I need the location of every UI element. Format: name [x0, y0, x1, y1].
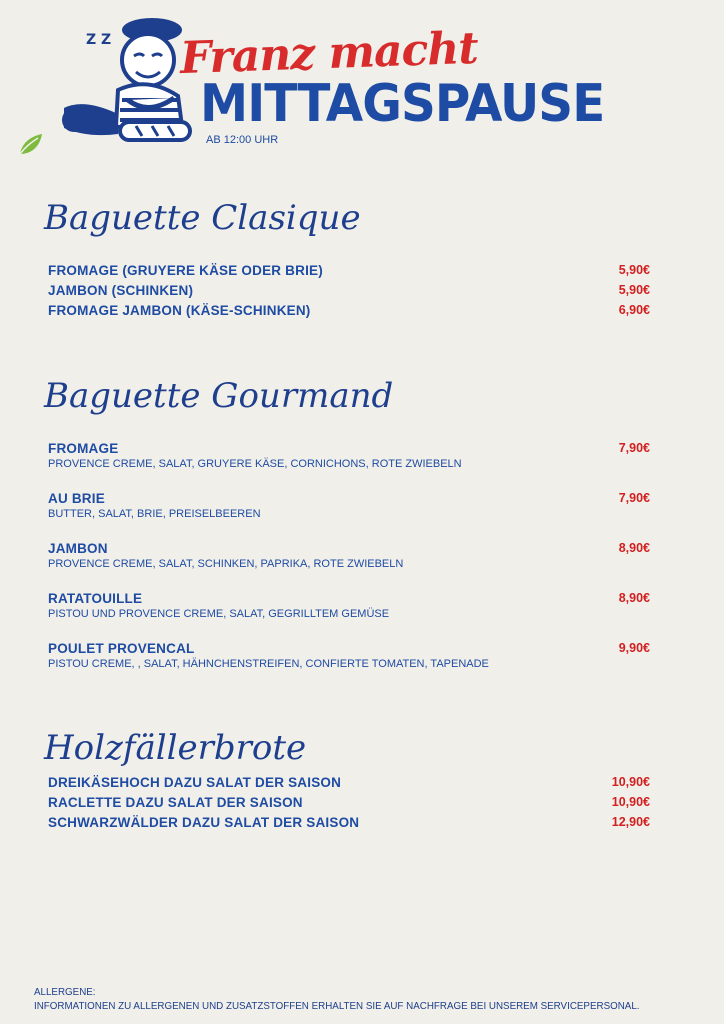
header-time: AB 12:00 UHR	[206, 134, 279, 146]
sleep-text: Z Z	[86, 32, 112, 48]
allergen-text: INFORMATIONEN ZU ALLERGENEN UND ZUSATZSTOFFEN ERHALTEN SIE AUF NACHFRAGE BEI UNSEREM SERVICEPERSONAL.	[34, 1001, 640, 1012]
item-price: 10,90€	[611, 795, 650, 809]
item-name: FROMAGE JAMBON (KÄSE-SCHINKEN)	[48, 303, 311, 318]
menu-item	[48, 815, 650, 830]
item-price: 6,90€	[618, 303, 650, 317]
item-name: DREIKÄSEHOCH DAZU SALAT DER SAISON	[48, 775, 342, 790]
menu-item	[48, 303, 650, 318]
menu-item	[48, 263, 650, 278]
item-name: POULET PROVENCAL	[48, 641, 195, 656]
item-name: JAMBON (SCHINKEN)	[48, 283, 194, 298]
item-price: 10,90€	[611, 775, 650, 789]
item-name: AU BRIE	[48, 491, 105, 506]
item-description: PISTOU UND PROVENCE CREME, SALAT, GEGRILLTEM GEMÜSE	[48, 608, 390, 620]
menu-item	[48, 591, 650, 620]
item-name: FROMAGE (GRUYERE KÄSE ODER BRIE)	[48, 263, 323, 278]
item-price: 5,90€	[618, 283, 650, 297]
item-name: JAMBON	[48, 541, 108, 556]
allergen-title: ALLERGENE:	[34, 987, 96, 998]
item-price: 12,90€	[611, 815, 650, 829]
menu-item	[48, 491, 650, 520]
menu-item	[48, 441, 650, 470]
section-title-gourmand: Baguette Gourmand	[44, 376, 394, 416]
header-main-title: MITTAGSPAUSE	[200, 74, 605, 134]
item-price: 8,90€	[618, 541, 650, 555]
header-script-title: Franz macht	[179, 22, 479, 85]
item-name: RATATOUILLE	[48, 591, 143, 606]
menu-item	[48, 283, 650, 298]
item-description: PROVENCE CREME, SALAT, SCHINKEN, PAPRIKA, ROTE ZWIEBELN	[48, 558, 404, 570]
item-name: SCHWARZWÄLDER DAZU SALAT DER SAISON	[48, 815, 360, 830]
section-title-holzfaellerbrote: Holzfällerbrote	[44, 728, 307, 768]
item-price: 9,90€	[618, 641, 650, 655]
item-price: 7,90€	[618, 441, 650, 455]
item-name: RACLETTE DAZU SALAT DER SAISON	[48, 795, 303, 810]
allergen-notice	[34, 986, 640, 1014]
item-price: 7,90€	[618, 491, 650, 505]
section-title-classique: Baguette Clasique	[44, 198, 361, 238]
item-description: PROVENCE CREME, SALAT, GRUYERE KÄSE, CORNICHONS, ROTE ZWIEBELN	[48, 458, 462, 470]
menu-item	[48, 541, 650, 570]
item-price: 8,90€	[618, 591, 650, 605]
item-description: BUTTER, SALAT, BRIE, PREISELBEEREN	[48, 508, 261, 520]
item-description: PISTOU CREME, , SALAT, HÄHNCHENSTREIFEN, CONFIERTE TOMATEN, TAPENADE	[48, 658, 489, 670]
item-price: 5,90€	[618, 263, 650, 277]
leaf-icon	[18, 132, 44, 156]
sleeping-chef-icon	[60, 12, 196, 150]
menu-item	[48, 641, 650, 670]
item-name: FROMAGE	[48, 441, 119, 456]
menu-item	[48, 775, 650, 790]
menu-item	[48, 795, 650, 810]
